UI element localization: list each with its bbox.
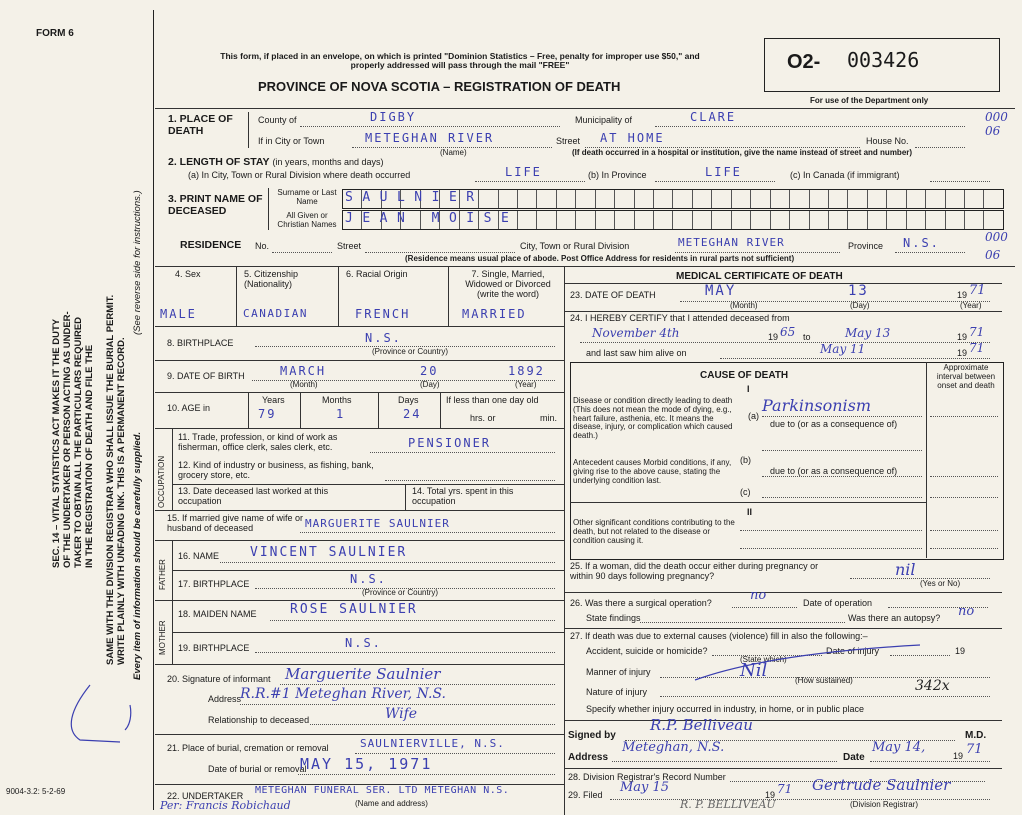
- how-sustained-caption: (How sustained): [795, 676, 853, 685]
- registrar-signature: Gertrude Saulnier: [812, 776, 951, 794]
- reg-number: 003426: [847, 48, 920, 72]
- mother-side-label: MOTHER: [158, 620, 167, 655]
- sex-value: MALE: [160, 307, 197, 321]
- maiden-name-value: ROSE SAULNIER: [290, 602, 418, 617]
- yes-no-caption: (Yes or No): [920, 579, 961, 588]
- sex-label: 4. Sex: [175, 269, 201, 279]
- citizenship-value: CANADIAN: [243, 307, 308, 320]
- last-saw-year: 71: [969, 341, 985, 355]
- marital-value: MARRIED: [462, 307, 527, 321]
- dept-code-4: 06: [985, 248, 1001, 262]
- undertaker-label: 22. UNDERTAKER: [167, 791, 244, 801]
- month-caption: (Month): [290, 380, 318, 389]
- autopsy-label: Was there an autopsy?: [848, 613, 941, 623]
- mail-notice: This form, if placed in an envelope, on which is printed "Dominion Statistics – Free, penalty for improper use $50," and properly addressed will pass through the mail "FREE": [220, 51, 700, 71]
- cause-header: CAUSE OF DEATH: [700, 370, 789, 381]
- occupation-side-label: OCCUPATION: [157, 455, 166, 508]
- dob-day: 20: [420, 364, 439, 378]
- father-name-label: 16. NAME: [178, 551, 220, 561]
- filed-year-prefix: 19: [765, 790, 776, 800]
- attended-label: 24. I HEREBY CERTIFY that I attended deceased from: [570, 313, 790, 323]
- day-caption: (Day): [420, 380, 440, 389]
- attended-to-year: 71: [969, 325, 985, 339]
- months-label: Months: [322, 395, 352, 405]
- death-month-caption: (Month): [730, 301, 758, 310]
- surname-value: SAULNIER: [345, 190, 484, 205]
- part-ii-label: II: [747, 507, 753, 517]
- every-item-note: Every item of information should be carefully supplied.: [132, 431, 143, 680]
- dob-month: MARCH: [280, 364, 327, 378]
- informant-address: R.R.#1 Meteghan River, N.S.: [240, 686, 447, 702]
- spouse-value: MARGUERITE SAULNIER: [305, 517, 450, 530]
- stay-city-label: (a) In City, Town or Rural Division where death occurred: [188, 170, 411, 180]
- relationship-label: Relationship to deceased: [208, 715, 310, 725]
- father-birthplace-value: N.S.: [350, 572, 387, 586]
- filed-year: 71: [777, 782, 793, 796]
- registrar-stamp: R. P. BELLIVEAU: [680, 798, 776, 811]
- county-value: DIGBY: [370, 110, 417, 124]
- autopsy-answer: no: [958, 604, 975, 619]
- margin-scribble: [60, 680, 140, 750]
- due-to-b: due to (or as a consequence of): [770, 466, 898, 476]
- attend-from-yr-prefix: 19: [768, 332, 779, 342]
- residence-label: RESIDENCE: [180, 239, 242, 251]
- street-label: Street: [556, 136, 581, 146]
- reverse-note: (See reverse side for instructions.): [132, 190, 143, 335]
- municipality-label: Municipality of: [575, 115, 633, 125]
- signed-date: May 14,: [872, 740, 926, 755]
- maiden-name-label: 18. MAIDEN NAME: [178, 609, 257, 619]
- burial-date-label: Date of burial or removal: [208, 764, 307, 774]
- racial-label: 6. Racial Origin: [346, 269, 408, 279]
- nil-strike-line: [690, 640, 930, 700]
- external-causes-label: 27. If death was due to external causes (violence) fill in also the following:–: [570, 631, 868, 641]
- physician-address: Meteghan, N.S.: [622, 740, 725, 755]
- dob-year: 1892: [508, 364, 545, 378]
- cause-a-value: Parkinsonism: [762, 396, 871, 415]
- residence-province-label: Province: [848, 241, 884, 251]
- injury-year-prefix: 19: [955, 646, 966, 656]
- name-caption: (Name): [440, 148, 467, 157]
- surname-label: Surname or Last Name: [277, 188, 337, 206]
- undertaker-value: METEGHAN FUNERAL SER. LTD METEGHAN N.S.: [255, 785, 510, 796]
- reg-prefix: O2-: [787, 51, 821, 73]
- specify-label: Specify whether injury occurred in industry, in home, or in public place: [586, 704, 864, 714]
- informant-address-label: Address: [208, 694, 242, 704]
- signed-date-label: Date: [843, 752, 865, 763]
- hrs-label: hrs. or: [470, 413, 496, 423]
- other-conditions-label: Other significant conditions contributing to the death, but not related to the disease or condition causing it.: [573, 518, 735, 545]
- residence-no-label: No.: [255, 241, 270, 251]
- trade-value: PENSIONER: [408, 436, 492, 450]
- attend-to-yr-prefix: 19: [957, 332, 968, 342]
- dept-use-note: For use of the Department only: [810, 96, 929, 105]
- age-months: 1: [336, 407, 346, 421]
- record-number-label: 28. Division Registrar's Record Number: [568, 772, 726, 782]
- md-label: M.D.: [965, 730, 987, 741]
- injury-date-label: Date of injury: [826, 646, 880, 656]
- hospital-note: (If death occurred in a hospital or institution, give the name instead of street and number): [572, 148, 913, 157]
- city-value: METEGHAN RIVER: [365, 131, 495, 145]
- given-label: All Given or Christian Names: [277, 211, 337, 229]
- sec14-notice-cont: SAME WITH THE DIVISION REGISTRAR WHO SHALL ISSUE THE BURIAL PERMIT. WRITE PLAINLY WITH UNFADING INK. THIS IS A PERMANENT RECORD.: [105, 294, 127, 665]
- spouse-label: 15. If married give name of wife or husband of deceased: [167, 513, 304, 533]
- year-caption: (Year): [515, 380, 537, 389]
- given-value: JEAN MOISE: [345, 211, 519, 226]
- antecedent-label: Antecedent causes Morbid conditions, if any, giving rise to the above cause, stating the underlying condition last.: [573, 458, 732, 485]
- birthplace-caption: (Province or Country): [372, 347, 449, 356]
- footer-code: 9004-3.2: 5-2-69: [6, 787, 66, 796]
- less-than-day-label: If less than one day old: [446, 395, 539, 405]
- manner-label: Manner of injury: [586, 667, 651, 677]
- burial-date-value: MAY 15, 1971: [300, 755, 433, 773]
- residence-province-value: N.S.: [903, 236, 940, 250]
- findings-label: State findings: [586, 613, 641, 623]
- pregnancy-question: 25. If a woman, did the death occur either during pregnancy or within 90 days following pregnancy?: [570, 561, 819, 581]
- print-name-label: 3. PRINT NAME OF DECEASED: [168, 193, 263, 217]
- father-name-value: VINCENT SAULNIER: [250, 545, 408, 560]
- accident-label: Accident, suicide or homicide?: [586, 646, 708, 656]
- cause-b-label: (b): [740, 455, 751, 465]
- manner-answer: Nil: [740, 660, 768, 681]
- surgery-question: 26. Was there a surgical operation?: [570, 598, 712, 608]
- last-saw-value: May 11: [820, 342, 866, 356]
- medical-header: MEDICAL CERTIFICATE OF DEATH: [676, 271, 843, 282]
- cause-c-label: (c): [740, 487, 751, 497]
- last-saw-yr-prefix: 19: [957, 348, 968, 358]
- dept-code-1: 000: [985, 110, 1008, 124]
- age-days: 24: [403, 407, 422, 421]
- municipality-value: CLARE: [690, 110, 737, 124]
- form-number: FORM 6: [36, 28, 74, 39]
- father-side-label: FATHER: [158, 559, 167, 590]
- death-year-caption: (Year): [960, 301, 982, 310]
- signed-year-prefix: 19: [953, 751, 964, 761]
- death-month: MAY: [705, 283, 737, 299]
- father-bp-caption: (Province or Country): [362, 588, 439, 597]
- form-title: PROVINCE OF NOVA SCOTIA – REGISTRATION OF DEATH: [258, 79, 621, 94]
- dob-label: 9. DATE OF BIRTH: [167, 371, 245, 381]
- cause-a-label: (a): [748, 411, 759, 421]
- trade-label: 11. Trade, profession, or kind of work as fisherman, office clerk, sales clerk, etc.: [178, 432, 338, 452]
- due-to-a: due to (or as a consequence of): [770, 419, 898, 429]
- mother-birthplace-label: 19. BIRTHPLACE: [178, 643, 250, 653]
- dept-code-2: 06: [985, 124, 1001, 138]
- stay-canada-label: (c) In Canada (if immigrant): [790, 170, 900, 180]
- disease-label: Disease or condition directly leading to death (This does not mean the mode of dying, e.g., heart failure, asthenia, etc. It means the disease, injury, or complication which caused death.): [573, 396, 733, 441]
- citizenship-label: 5. Citizenship (Nationality): [244, 269, 299, 289]
- industry-label: 12. Kind of industry or business, as fishing, bank, grocery store, etc.: [178, 460, 374, 480]
- filed-label: 29. Filed: [568, 790, 603, 800]
- part-i-label: I: [747, 384, 750, 394]
- death-day: 13: [848, 283, 869, 299]
- death-year-prefix: 19: [957, 290, 968, 300]
- registrar-caption: (Division Registrar): [850, 800, 919, 809]
- surgery-answer: no: [750, 588, 767, 603]
- state-which-caption: (State which): [740, 655, 787, 664]
- date-of-death-label: 23. DATE OF DEATH: [570, 290, 656, 300]
- residence-division-value: METEGHAN RIVER: [678, 236, 785, 249]
- relationship-value: Wife: [385, 706, 418, 722]
- death-year: 71: [969, 283, 986, 298]
- stay-province-label: (b) In Province: [588, 170, 647, 180]
- attended-to: May 13: [845, 326, 891, 340]
- registration-number-box: [764, 38, 1000, 92]
- informant-signature: Marguerite Saulnier: [285, 665, 441, 683]
- residence-street-label: Street: [337, 241, 362, 251]
- undertaker-per: Per: Francis Robichaud: [160, 799, 291, 812]
- nature-label: Nature of injury: [586, 687, 648, 697]
- pregnancy-answer: nil: [895, 560, 916, 579]
- city-label: If in City or Town: [258, 136, 325, 146]
- physician-address-label: Address: [568, 752, 609, 763]
- stay-province-value: LIFE: [705, 165, 742, 179]
- years-label: Years: [262, 395, 285, 405]
- age-label: 10. AGE in: [167, 403, 211, 413]
- sec14-notice: SEC. 14 – VITAL STATISTICS ACT MAKES IT THE DUTY OF THE UNDERTAKER OR PERSON ACTING AS UNDER- TAKER TO OBTAIN ALL THE PARTICULARS REQUIRED IN THE REGISTRATION OF DEATH AND FILE THE: [51, 311, 95, 568]
- operation-date-label: Date of operation: [803, 598, 873, 608]
- interval-header: Approximate interval between onset and death: [936, 363, 996, 390]
- street-value: AT HOME: [600, 131, 665, 145]
- filed-date: May 15: [620, 780, 670, 795]
- death-day-caption: (Day): [850, 301, 870, 310]
- physician-signature: R.P. Belliveau: [650, 716, 753, 734]
- last-worked-label: 13. Date deceased last worked at this occupation: [178, 486, 329, 506]
- signed-by-label: Signed by: [568, 730, 616, 741]
- min-label: min.: [540, 413, 558, 423]
- attended-from: November 4th: [592, 326, 680, 340]
- stay-city-value: LIFE: [505, 165, 542, 179]
- residence-division-label: City, Town or Rural Division: [520, 241, 630, 251]
- length-of-stay-label: 2. LENGTH OF STAY (in years, months and days): [168, 156, 384, 168]
- last-saw-label: and last saw him alive on: [586, 348, 687, 358]
- place-of-death-label: 1. PLACE OF DEATH: [168, 113, 233, 137]
- marital-label: 7. Single, Married, Widowed or Divorced (write the word): [465, 269, 551, 299]
- nature-answer: 342x: [915, 678, 950, 694]
- birthplace-value: N.S.: [365, 331, 402, 345]
- county-label: County of: [258, 115, 297, 125]
- racial-value: FRENCH: [355, 307, 411, 321]
- to-label: to: [803, 332, 811, 342]
- burial-place-value: SAULNIERVILLE, N.S.: [360, 737, 505, 750]
- burial-place-label: 21. Place of burial, cremation or removal: [167, 743, 329, 753]
- undertaker-caption: (Name and address): [355, 799, 428, 808]
- father-birthplace-label: 17. BIRTHPLACE: [178, 579, 250, 589]
- signed-year: 71: [966, 742, 983, 757]
- mother-birthplace-value: N.S.: [345, 636, 382, 650]
- age-years: 79: [258, 407, 277, 421]
- days-label: Days: [398, 395, 419, 405]
- margin-line: [153, 10, 154, 810]
- birthplace-label: 8. BIRTHPLACE: [167, 338, 234, 348]
- attended-from-year: 65: [780, 325, 796, 339]
- informant-sig-label: 20. Signature of informant: [167, 674, 271, 684]
- years-spent-label: 14. Total yrs. spent in this occupation: [412, 486, 514, 506]
- house-label: House No.: [866, 136, 909, 146]
- dept-code-3: 000: [985, 230, 1008, 244]
- residence-note: (Residence means usual place of abode. Post Office Address for residents in rural parts not sufficient): [405, 254, 795, 263]
